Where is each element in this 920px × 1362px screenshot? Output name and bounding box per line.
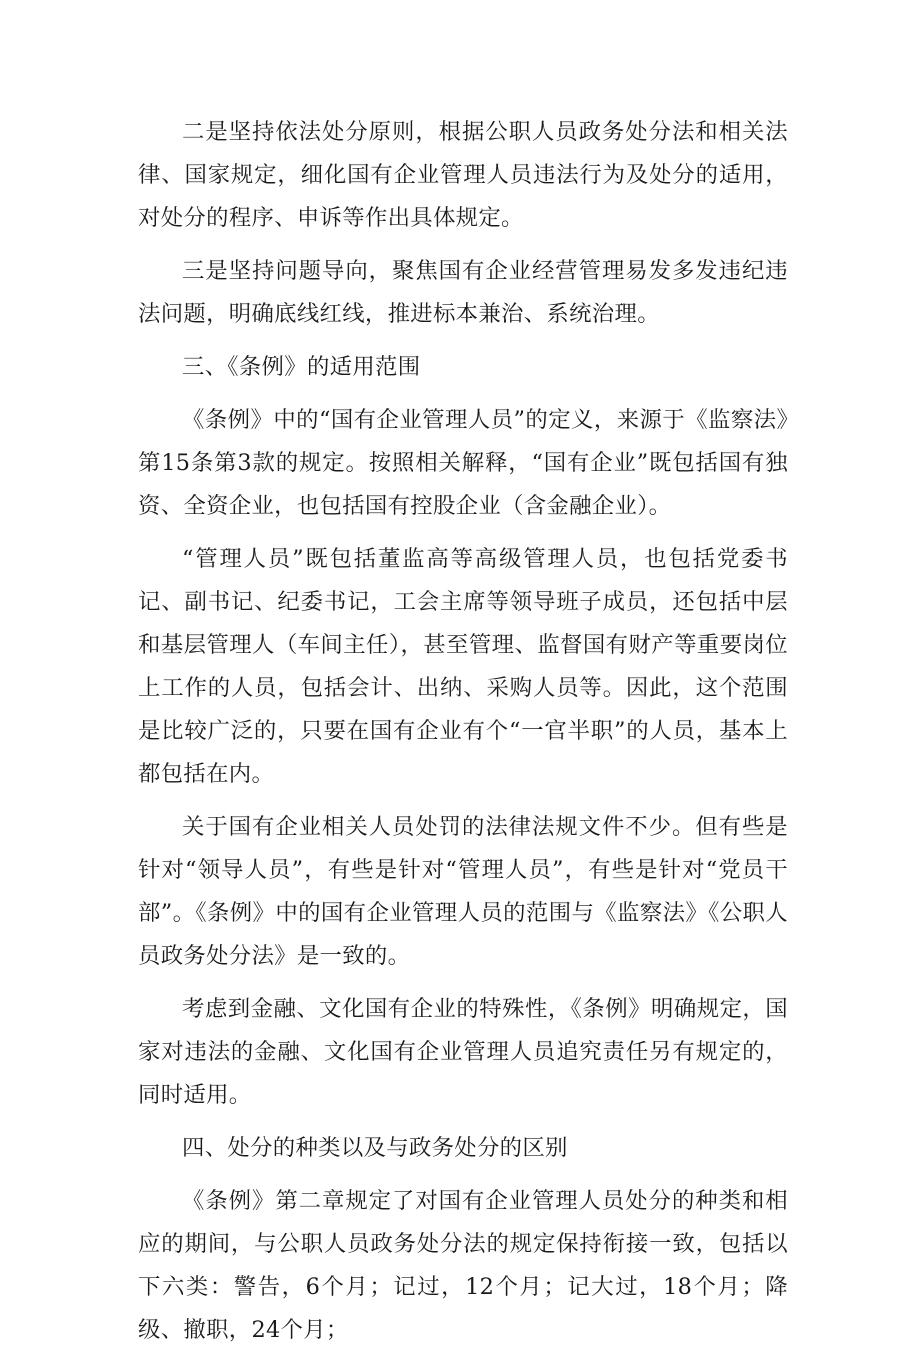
paragraph-principle-3: 三是坚持问题导向，聚焦国有企业经营管理易发多发违纪违法问题，明确底线红线，推进标本兼治、系统治理。 xyxy=(138,258,788,327)
paragraph-finance-culture: 考虑到金融、文化国有企业的特殊性，《条例》明确规定，国家对违法的金融、文化国有企业管理人员追究责任另有规定的，同时适用。 xyxy=(138,996,788,1108)
section-heading-sanctions: 四、处分的种类以及与政务处分的区别 xyxy=(182,1135,568,1161)
paragraph-sanction-types: 《条例》第二章规定了对国有企业管理人员处分的种类和相应的期间，与公职人员政务处分法的规定保持衔接一致，包括以下六类：警告，6个月；记过，12个月；记大过，18个月；降级、撤职，24个月； xyxy=(138,1188,788,1343)
section-heading-scope: 三、《条例》的适用范围 xyxy=(182,354,421,380)
paragraph-managers: “管理人员”既包括董监高等高级管理人员，也包括党委书记、副书记、纪委书记，工会主席等领导班子成员，还包括中层和基层管理人（车间主任），甚至管理、监督国有财产等重要岗位上工作的人员，包括会计、出纳、采购人员等。因此，这个范围是比较广泛的，只要在国有企业有个“一官半职”的人员，基本上都包括在内。 xyxy=(138,546,788,787)
paragraph-definition: 《条例》中的“国有企业管理人员”的定义，来源于《监察法》第15条第3款的规定。按照相关解释，“国有企业”既包括国有独资、全资企业，也包括国有控股企业（含金融企业）。 xyxy=(138,407,788,519)
document-body xyxy=(138,111,788,1362)
paragraph-regulations: 关于国有企业相关人员处罚的法律法规文件不少。但有些是针对“领导人员”，有些是针对“管理人员”，有些是针对“党员干部”。《条例》中的国有企业管理人员的范围与《监察法》《公职人员政务处分法》是一致的。 xyxy=(138,814,788,969)
paragraph-principle-2: 二是坚持依法处分原则，根据公职人员政务处分法和相关法律、国家规定，细化国有企业管理人员违法行为及处分的适用，对处分的程序、申诉等作出具体规定。 xyxy=(138,119,788,231)
